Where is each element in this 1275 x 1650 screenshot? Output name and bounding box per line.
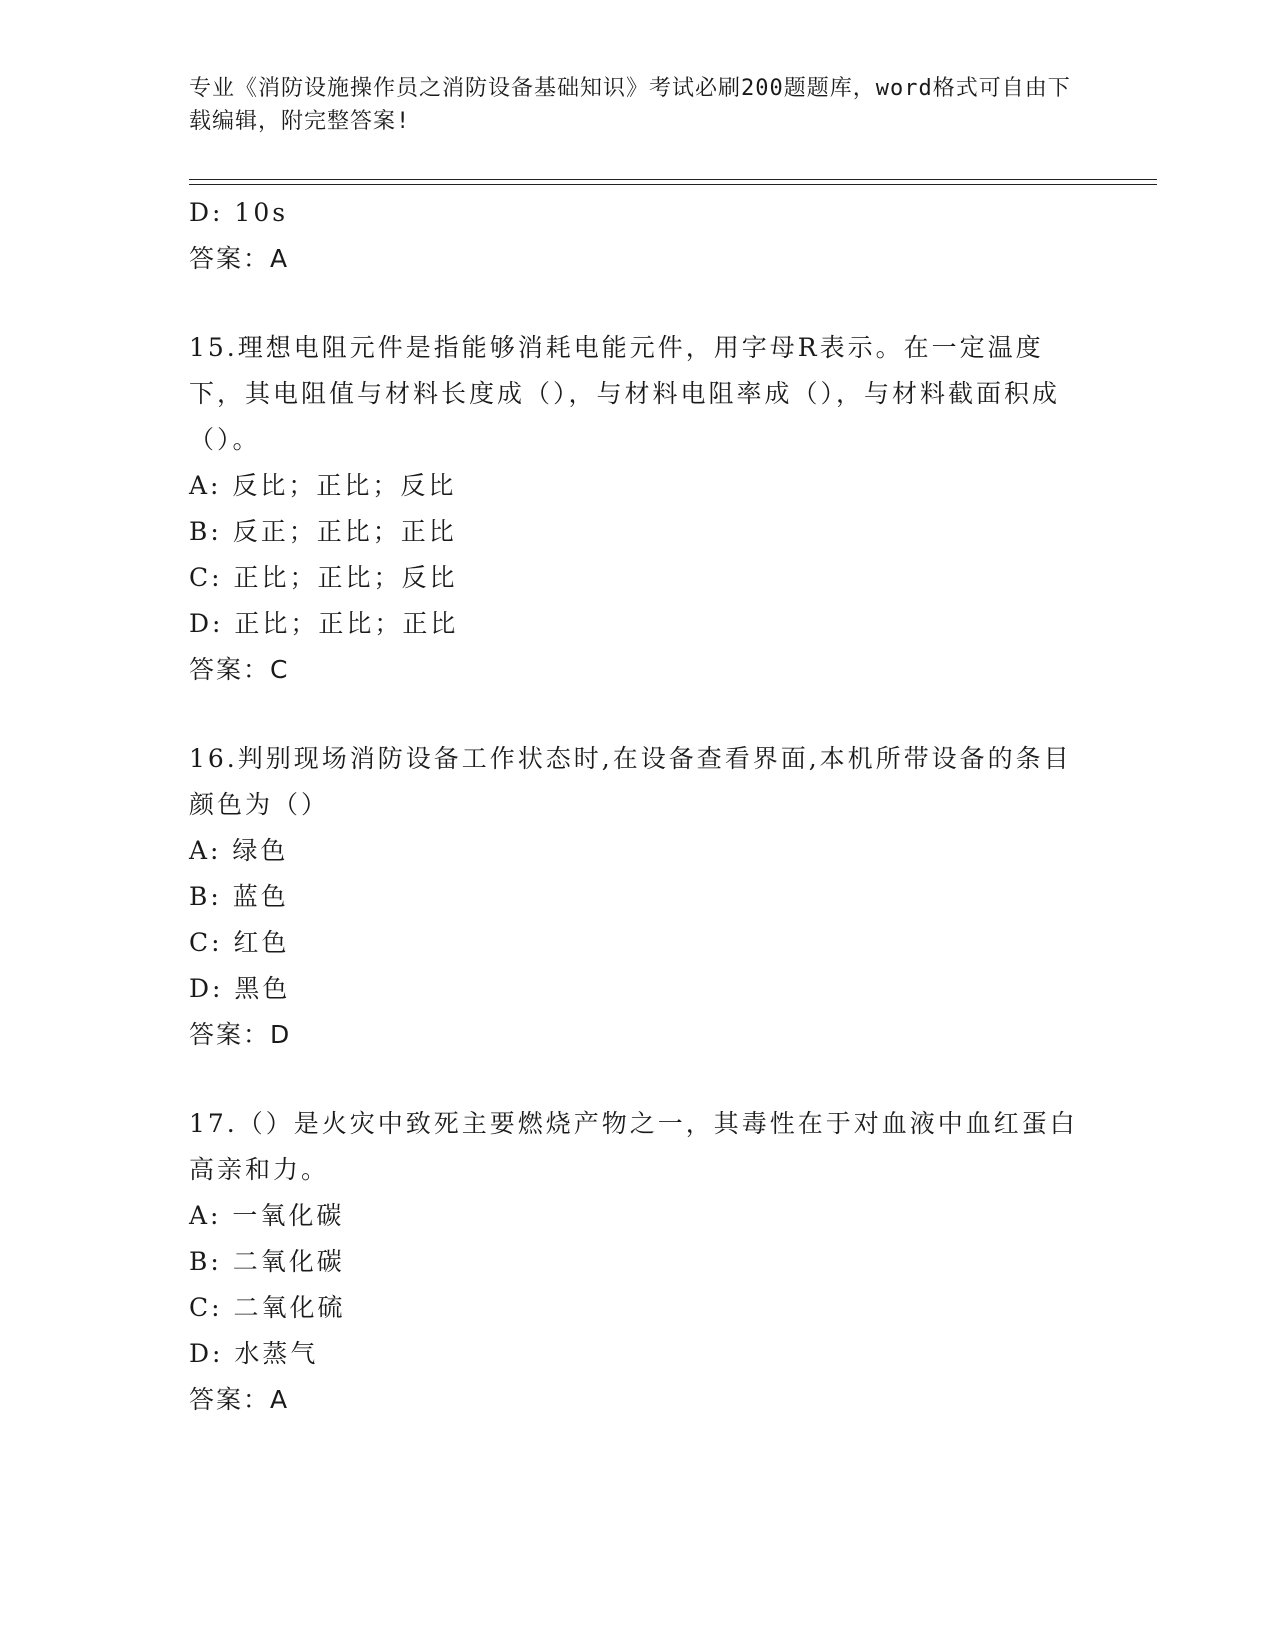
page-header: 专业《消防设施操作员之消防设备基础知识》考试必刷200题题库，word格式可自由下载编辑，附完整答案! (189, 76, 1071, 134)
answer-line: 答案：C (189, 655, 290, 684)
option-b: B: 反正；正比；正比 (189, 517, 457, 546)
document-body (189, 190, 1089, 1423)
option-d: D: 水蒸气 (189, 1339, 319, 1368)
question-17 (189, 1101, 1089, 1423)
option-c: C: 正比；正比；反比 (189, 563, 458, 592)
option-d: D: 正比；正比；正比 (189, 609, 459, 638)
option-a: A: 一氧化碳 (189, 1201, 345, 1230)
option-b: B: 二氧化碳 (189, 1247, 345, 1276)
question-stem: 17.（）是火灾中致死主要燃烧产物之一，其毒性在于对血液中血红蛋白高亲和力。 (189, 1109, 1078, 1184)
option-c: C: 二氧化硫 (189, 1293, 346, 1322)
answer-line: 答案：D (189, 1020, 292, 1049)
option-a: A: 反比；正比；反比 (189, 471, 457, 500)
question-16 (189, 736, 1089, 1058)
option-c: C: 红色 (189, 928, 290, 957)
header-divider (189, 179, 1157, 185)
option-d: D: 10s (189, 198, 289, 227)
option-d: D: 黑色 (189, 974, 291, 1003)
option-b: B: 蓝色 (189, 882, 289, 911)
question-15 (189, 325, 1089, 693)
answer-line: 答案：A (189, 1385, 290, 1414)
question-stem: 16.判别现场消防设备工作状态时,在设备查看界面,本机所带设备的条目颜色为（） (189, 744, 1072, 819)
answer-line: 答案：A (189, 244, 290, 273)
option-a: A: 绿色 (189, 836, 289, 865)
question-stem: 15.理想电阻元件是指能够消耗电能元件，用字母R表示。在一定温度下，其电阻值与材料长度成（），与材料电阻率成（），与材料截面积成（）。 (189, 333, 1061, 454)
